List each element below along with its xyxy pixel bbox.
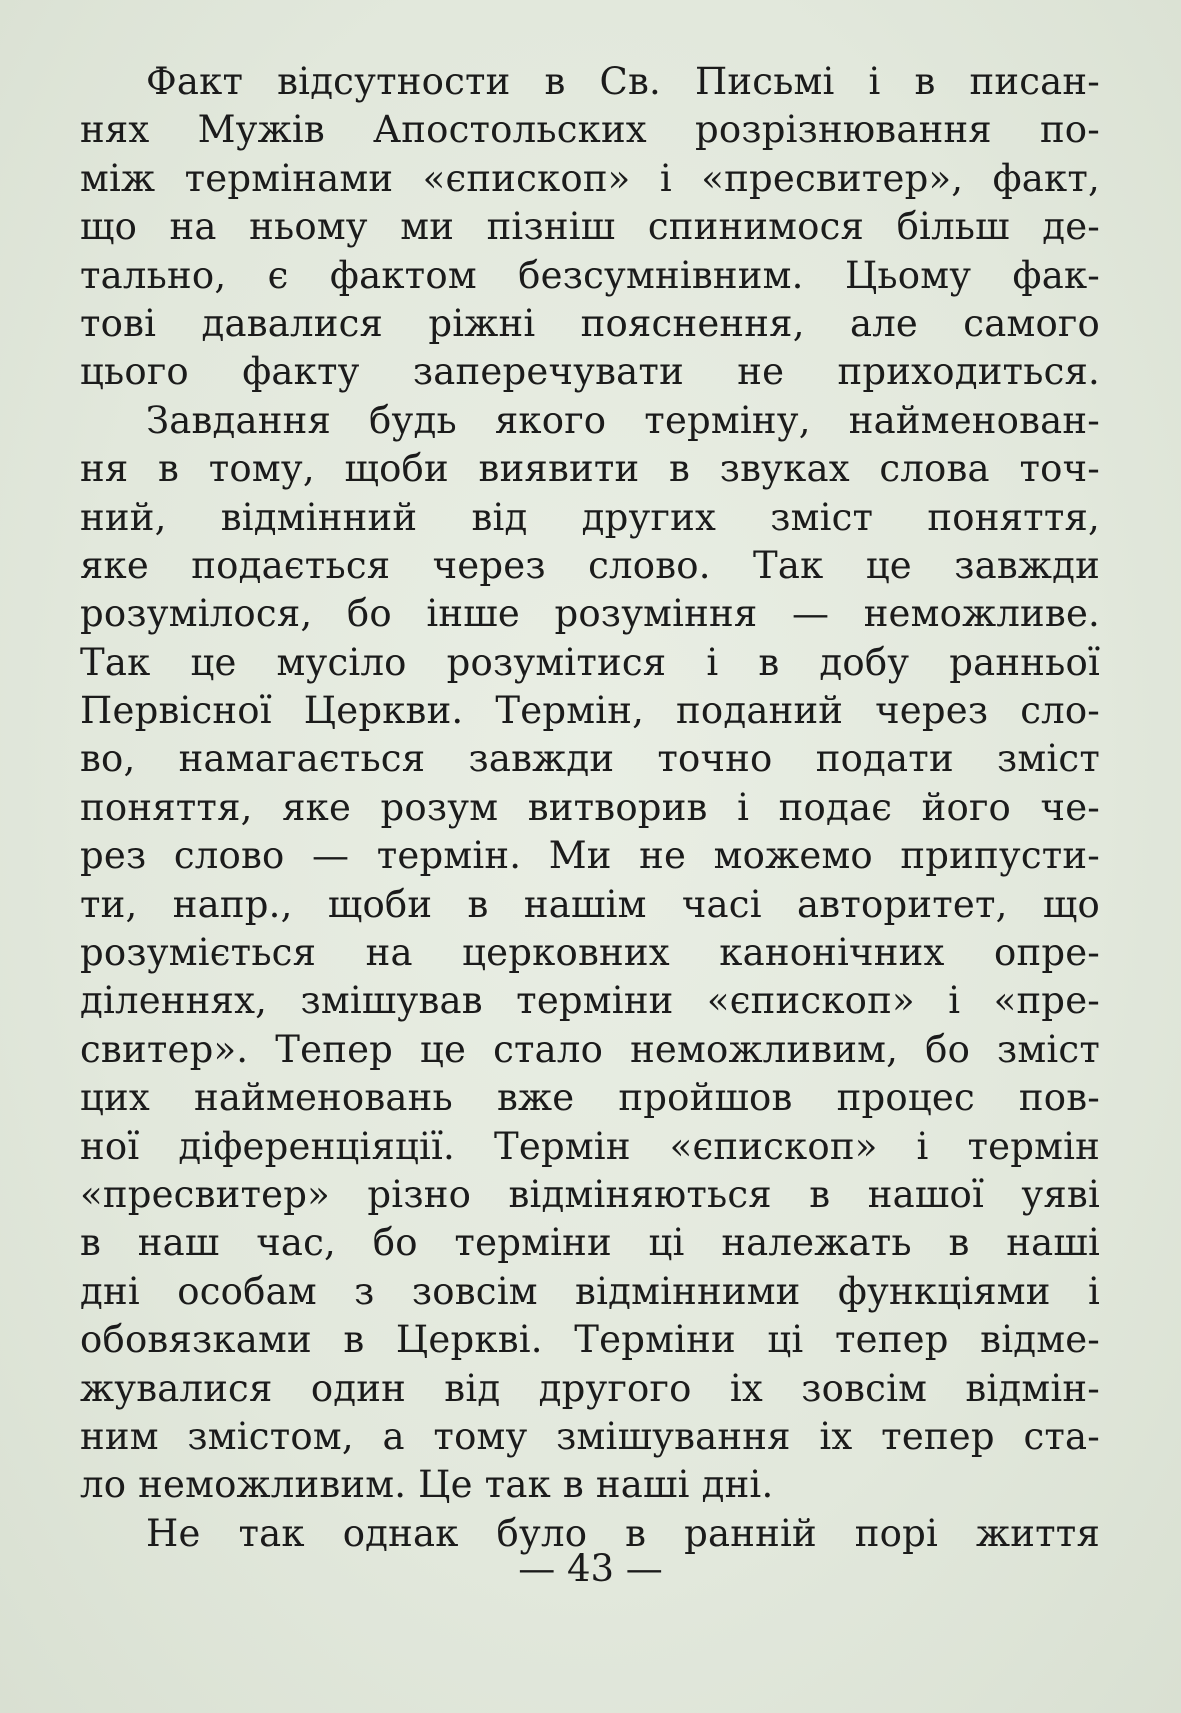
text-line: діленнях, змішував терміни «єпископ» і «пре- — [80, 979, 1100, 1023]
text-line: розуміється на церковних канонічних опре- — [80, 931, 1100, 975]
text-line: між термінами «єпископ» і «пресвитер», факт, — [80, 156, 1100, 200]
text-line: яке подається через слово. Так це завжди — [80, 543, 1100, 587]
text-line: що на ньому ми пізніш спинимося більш де- — [80, 205, 1100, 249]
text-line: дні особам з зовсім відмінними функціями і — [80, 1269, 1100, 1313]
text-line: ти, напр., щоби в нашім часі авторитет, що — [80, 882, 1100, 926]
text-line: тально, є фактом безсумнівним. Цьому фак- — [80, 253, 1100, 297]
text-line: в наш час, бо терміни ці належать в наші — [80, 1221, 1100, 1265]
text-line: цього факту заперечувати не приходиться. — [80, 350, 1100, 394]
text-line: цих найменовань вже пройшов процес пов- — [80, 1076, 1100, 1120]
text-line: ної діференціяції. Термін «єпископ» і термін — [80, 1124, 1100, 1168]
text-line: поняття, яке розум витворив і подає його че- — [80, 785, 1100, 829]
text-line: ло неможливим. Це так в наші дні. — [80, 1463, 774, 1507]
text-line: свитер». Тепер це стало неможливим, бо зміст — [80, 1027, 1100, 1071]
text-line: ним змістом, а тому змішування іх тепер ста- — [80, 1414, 1100, 1458]
body-text — [80, 58, 1100, 1558]
text-line: розумілося, бо інше розуміння — неможливе. — [80, 592, 1100, 636]
text-line: ний, відмінний від других зміст поняття, — [80, 495, 1100, 539]
text-line: Факт відсутности в Св. Письмі і в писан- — [146, 60, 1100, 103]
text-line: Завдання будь якого терміну, найменован- — [146, 398, 1100, 442]
text-line: тові давалися ріжні пояснення, але самого — [80, 301, 1100, 345]
text-line: Так це мусіло розумітися і в добу ранньої — [80, 640, 1100, 684]
text-line: обовязками в Церкві. Терміни ці тепер відме- — [80, 1318, 1100, 1362]
text-line: рез слово — термін. Ми не можемо припусти- — [80, 834, 1100, 878]
text-line: Первісної Церкви. Термін, поданий через сло- — [80, 689, 1100, 733]
text-line: нях Мужів Апостольских розрізнювання по- — [80, 108, 1100, 152]
text-line: Не так однак було в ранній порі життя — [146, 1511, 1100, 1555]
text-line: жувалися один від другого іх зовсім відмін- — [80, 1366, 1100, 1410]
text-line: ня в тому, щоби виявити в звуках слова точ- — [80, 447, 1100, 491]
page-number: — 43 — — [518, 1547, 663, 1590]
text-line: «пресвитер» різно відміняються в нашої уяві — [80, 1172, 1100, 1216]
text-line: во, намагається завжди точно подати зміст — [80, 737, 1100, 781]
